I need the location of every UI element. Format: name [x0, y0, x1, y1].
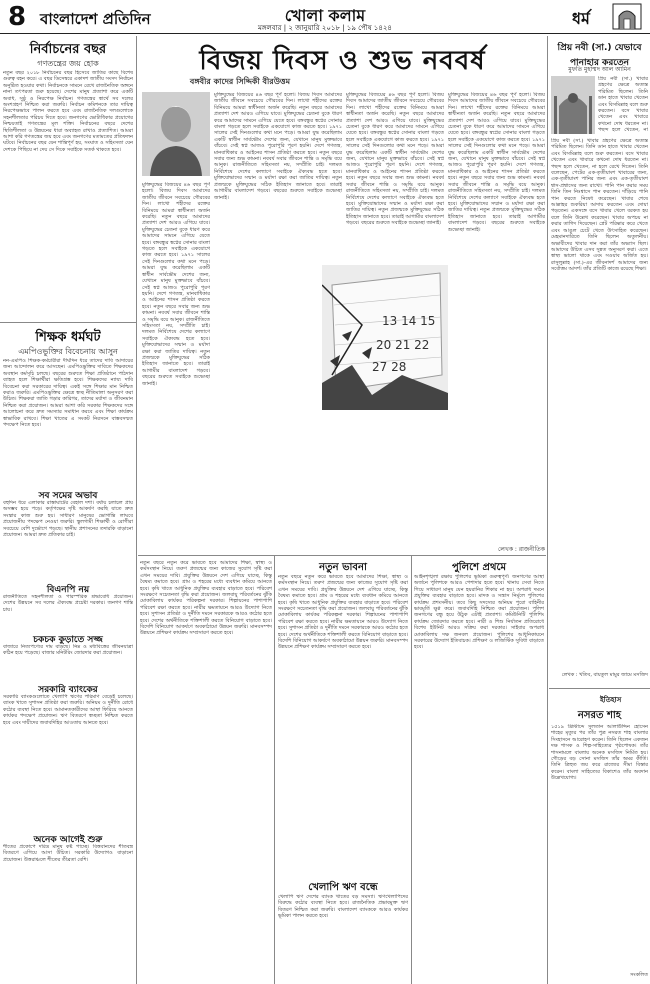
calendar-illustration: [322, 265, 448, 410]
new-thinking-body-cont: নতুন বছরে নতুন করে ভাবতে হবে আমাদের শিক্ষা, স্বাস্থ্য ও কর্মসংস্থান নিয়ে। তরুণ প্রজন্মের জন্য কাজের সুযোগ সৃষ্টি করা এখন সময়ের দাবি। প্রযুক্তির উন্নয়নে দেশ এগিয়ে যাচ্ছে, কিন্তু বৈষম্য কমাতে হবে। গ্রাম ও শহরের মধ্যে ব্যবধান কমিয়ে আনতে হবে। কৃষি খাতে আধুনিক প্রযুক্তির ব্যবহার বাড়াতে হবে। পরিবেশ সংরক্ষণে সচেতনতা বৃদ্ধি করা প্রয়োজন। জলবায়ু পরিবর্তনের ঝুঁকি মোকাবিলায় কার্যকর পরিকল্পনা দরকার। শিল্পায়নের পাশাপাশি পরিবেশ রক্ষা করতে হবে। নারীর ক্ষমতায়নে আরও উদ্যোগ নিতে হবে। সুশাসন প্রতিষ্ঠা ও দুর্নীতি দমনে সরকারকে আরও কঠোর হতে হবে। দেশের অর্থনীতিকে শক্তিশালী করতে বিনিয়োগ বাড়াতে হবে। বিদেশি বিনিয়োগ আকর্ষণে অবকাঠামো উন্নয়ন জরুরি। মানবসম্পদ উন্নয়নে প্রশিক্ষণ কার্যক্রম সম্প্রসারণ করতে হবে।: [278, 574, 408, 651]
page-number: 8: [8, 2, 27, 32]
dateline: মঙ্গলবার | ২ জানুয়ারি ২০১৮ | ১৯ পৌষ ১৪২৪: [258, 24, 392, 32]
svg-text:13 14 15: 13 14 15: [382, 314, 436, 328]
mosque-arch-icon: [612, 2, 642, 30]
election-body: নতুন বছর ২০১৮ নির্বাচনের বছর হিসেবে জাতির কাছে বিশেষ গুরুত্ব বহন করে। এ বছর ডিসেম্বরে একাদশ জাতীয় সংসদ নির্বাচন অনুষ্ঠিত হওয়ার কথা। নির্বাচনকে সামনে রেখে রাজনৈতিক অঙ্গনে নানা তৎপরতা শুরু হয়েছে। দেশের মানুষ প্রত্যাশা করে একটি অবাধ, সুষ্ঠু ও নিরপেক্ষ নির্বাচন। গণতন্ত্রের স্বার্থে সব দলের অংশগ্রহণ নিশ্চিত করা জরুরি। নির্বাচন কমিশনকে তার দায়িত্ব নিরপেক্ষভাবে পালন করতে হবে এবং রাজনৈতিক দলগুলোকে সহনশীলতার পরিচয় দিতে হবে। জনগণের ভোটাধিকার প্রয়োগের নিশ্চয়তাই গণতন্ত্রের মূল শক্তি। নির্বাচনের বছরে দেশের স্থিতিশীলতা ও উন্নয়নের ধারা অব্যাহত রাখাও প্রত্যাশিত। আমরা আশা করি গণতন্ত্রের জয় হবে এবং জনগণের মতামতের প্রতিফলন ঘটবে। নির্বাচনের বছর যেন শান্তিপূর্ণ হয়, সংঘাত ও সহিংসতা যেন দেশকে পিছিয়ে না দেয় সে দিকে সবাইকে সতর্ক থাকতে হবে।: [3, 70, 133, 153]
religion-photo: [551, 76, 595, 134]
paper-name: বাংলাদেশ প্রতিদিন: [40, 10, 151, 28]
column-divider: [136, 36, 137, 984]
mosque-photo: [551, 76, 595, 134]
new-thinking-headline: নতুন ভাবনা: [319, 562, 367, 573]
religion-byline: মুফতি মুহাম্মদ আল আমিন: [568, 66, 631, 73]
section-divider: [0, 322, 136, 323]
svg-text:27 28: 27 28: [372, 360, 407, 374]
letter-body: বাজারে নিত্যপণ্যের দাম বাড়ছে। নিম্ন ও মধ্যবিত্তের জীবনযাত্রা কঠিন হয়ে পড়েছে। বাজার মনিটরিং জোরদার করা প্রয়োজন।: [3, 644, 133, 657]
victory-author-note: লেখক : রাজনীতিক: [497, 546, 545, 553]
victory-body-cont: মুক্তিযুদ্ধের বিজয়ের ৪৬ বছর পূর্ণ হলো। বিজয় দিবস আমাদের জাতীয় জীবনে সবচেয়ে গৌরবের দিন। লাখো শহীদের রক্তের বিনিময়ে আমরা স্বাধীনতা অর্জন করেছি। নতুন বছরে আমাদের প্রত্যাশা দেশ আরও এগিয়ে যাবে। মুক্তিযুদ্ধের চেতনা বুকে ধারণ করে আমাদের সামনে এগিয়ে যেতে হবে। বঙ্গবন্ধুর স্বপ্নের সোনার বাংলা গড়তে হলে সবাইকে একযোগে কাজ করতে হবে। ১৯৭১ সালের সেই দিনগুলোর কথা মনে পড়ে। আমরা যুদ্ধ করেছিলাম একটি স্বাধীন সার্বভৌম দেশের জন্য, যেখানে মানুষ মুক্তভাবে বাঁচবে। সেই স্বপ্ন আজও পুরোপুরি পূরণ হয়নি। দেশে গণতন্ত্র, মানবাধিকার ও আইনের শাসন প্রতিষ্ঠা করতে হবে। নতুন বছরে সবার জন্য শুভ কামনা। নববর্ষ সবার জীবনে শান্তি ও সমৃদ্ধি বয়ে আনুক। রাজনীতিতে সহিংসতা নয়, সম্প্রীতি চাই। দলমত নির্বিশেষে দেশের কল্যাণে সবাইকে ঐক্যবদ্ধ হতে হবে। মুক্তিযোদ্ধাদের সম্মান ও মর্যাদা রক্ষা করা জাতির দায়িত্ব। নতুন প্রজন্মকে মুক্তিযুদ্ধের সঠিক ইতিহাস জানাতে হবে। তারাই আগামীর বাংলাদেশ গড়বে। বছরের শুরুতে সবাইকে শুভেচ্ছা জানাই।: [142, 182, 210, 387]
religion-headline: প্রিয় নবী (সা.) যেভাবে পানাহার করতেন: [557, 43, 642, 68]
default-loan-headline: খেলাপি ঋণ বন্ধে: [308, 882, 378, 893]
election-byline: গণতন্ত্রের জয় হোক: [37, 59, 99, 68]
victory-headline: বিজয় দিবস ও শুভ নববর্ষ: [199, 46, 486, 76]
letter-body: সরকারি ব্যাংকগুলোতে খেলাপি ঋণের পরিমাণ বেড়েই চলেছে। ব্যাংক খাতে সুশাসন প্রতিষ্ঠা করা জরুরি। অনিয়ম ও দুর্নীতি রোধে কঠোর ব্যবস্থা নিতে হবে। আমানতকারীদের আস্থা ফিরিয়ে আনতে কার্যকর পদক্ষেপ প্রয়োজন। ঋণ বিতরণে স্বচ্ছতা নিশ্চিত করতে হবে এবং দায়ীদের জবাবদিহির আওতায় আনতে হবে।: [3, 694, 133, 726]
letter-body: বহুদিন ধরে এলাকার রাস্তাঘাটের বেহাল দশা। বর্ষায় চলাচল প্রায় অসম্ভব হয়ে পড়ে। কর্তৃপক্ষের দৃষ্টি আকর্ষণ করছি যাতে দ্রুত সংস্কার কাজ শুরু হয়। সাধারণ মানুষের ভোগান্তি লাঘবে প্রয়োজনীয় পদক্ষেপ নেওয়া জরুরি। স্কুলগামী শিক্ষার্থী ও রোগীরা সবচেয়ে বেশি দুর্ভোগে পড়ছে। স্থানীয় প্রশাসনের তদারকি বাড়ানো প্রয়োজন। আমরা দ্রুত প্রতিকার চাই।: [3, 500, 133, 539]
letter-headline: সব সমের অভাব: [38, 491, 98, 501]
victory-byline: বঙ্গবীর কাদের সিদ্দিকী বীরউত্তম: [189, 77, 291, 86]
letter-headline: বিএনপি নয়: [46, 585, 90, 595]
column-divider: [547, 36, 548, 984]
teachers-body: নন-এমপিও শিক্ষক-কর্মচারীরা দীর্ঘদিন ধরে তাদের দাবি আদায়ের জন্য আন্দোলন করে আসছেন। এমপিওভুক্তির দাবিতে শিক্ষকদের অবস্থান কর্মসূচি চলছে। বছরের শুরুতে শিক্ষা প্রতিষ্ঠানে পাঠদান ব্যাহত হলে শিক্ষার্থীরা ক্ষতিগ্রস্ত হবে। শিক্ষকদের ন্যায্য দাবি বিবেচনা করা সরকারের দায়িত্ব। একই সঙ্গে শিক্ষার মান নিশ্চিত করাও জরুরি। এমপিওভুক্তির ক্ষেত্রে স্বচ্ছ নীতিমালা অনুসরণ করা উচিত। শিক্ষকরা জাতি গড়ার কারিগর, তাদের মর্যাদা ও জীবনমান নিশ্চিত করা প্রয়োজন। আমরা আশা করি সরকার শিক্ষকদের সঙ্গে আলোচনা করে দ্রুত সমস্যার সমাধান করবে এবং শিক্ষা কার্যক্রম স্বাভাবিক রাখবে। শিক্ষা খাতের এ সংকট নিরসনে বাস্তবসম্মত পদক্ষেপ নিতে হবে।: [3, 358, 133, 429]
teachers-byline: এমপিওভুক্তির বিবেচনায় আসুন: [18, 347, 118, 356]
calendar-collage: [322, 265, 448, 410]
section-divider: [549, 688, 650, 689]
letter-body: রাজনীতিতে সহনশীলতা ও পারস্পরিক শ্রদ্ধাবোধ প্রয়োজন। দেশের উন্নয়নে সব দলের ঐক্যবদ্ধ প্রচেষ্টা দরকার। জনগণ শান্তি চায়।: [3, 594, 133, 613]
teachers-headline: শিক্ষক ধর্মঘট: [35, 330, 101, 345]
letter-headline: অনেক আগেই শুরু: [33, 835, 103, 845]
new-thinking-body: নতুন বছরে নতুন করে ভাবতে হবে আমাদের শিক্ষা, স্বাস্থ্য ও কর্মসংস্থান নিয়ে। তরুণ প্রজন্মের জন্য কাজের সুযোগ সৃষ্টি করা এখন সময়ের দাবি। প্রযুক্তির উন্নয়নে দেশ এগিয়ে যাচ্ছে, কিন্তু বৈষম্য কমাতে হবে। গ্রাম ও শহরের মধ্যে ব্যবধান কমিয়ে আনতে হবে। কৃষি খাতে আধুনিক প্রযুক্তির ব্যবহার বাড়াতে হবে। পরিবেশ সংরক্ষণে সচেতনতা বৃদ্ধি করা প্রয়োজন। জলবায়ু পরিবর্তনের ঝুঁকি মোকাবিলায় কার্যকর পরিকল্পনা দরকার। শিল্পায়নের পাশাপাশি পরিবেশ রক্ষা করতে হবে। নারীর ক্ষমতায়নে আরও উদ্যোগ নিতে হবে। সুশাসন প্রতিষ্ঠা ও দুর্নীতি দমনে সরকারকে আরও কঠোর হতে হবে। দেশের অর্থনীতিকে শক্তিশালী করতে বিনিয়োগ বাড়াতে হবে। বিদেশি বিনিয়োগ আকর্ষণে অবকাঠামো উন্নয়ন জরুরি। মানবসম্পদ উন্নয়নে প্রশিক্ষণ কার্যক্রম সম্প্রসারণ করতে হবে।: [140, 560, 272, 637]
religion-body: প্রিয় নবী (সা.) খাবার গ্রহণের ক্ষেত্রে অত্যন্ত পরিমিত ছিলেন। তিনি ডান হাতে খাবার খেতেন এবং বিসমিল্লাহ বলে শুরু করতেন। বসে খাবার খেতেন এবং খাবারে কখনো দোষ ধরতেন না। পছন্দ হলে খেতেন, না: [598, 76, 648, 134]
section-divider: [138, 555, 546, 556]
section-name: ধর্ম: [572, 9, 590, 28]
victory-body: মুক্তিযুদ্ধের বিজয়ের ৪৬ বছর পূর্ণ হলো। বিজয় দিবস আমাদের জাতীয় জীবনে সবচেয়ে গৌরবের দিন। লাখো শহীদের রক্তের বিনিময়ে আমরা স্বাধীনতা অর্জন করেছি। নতুন বছরে আমাদের প্রত্যাশা দেশ আরও এগিয়ে যাবে। মুক্তিযুদ্ধের চেতনা বুকে ধারণ করে আমাদের সামনে এগিয়ে যেতে হবে। বঙ্গবন্ধুর স্বপ্নের সোনার বাংলা গড়তে হলে সবাইকে একযোগে কাজ করতে হবে। ১৯৭১ সালের সেই দিনগুলোর কথা মনে পড়ে। আমরা যুদ্ধ করেছিলাম একটি স্বাধীন সার্বভৌম দেশের জন্য, যেখানে মানুষ মুক্তভাবে বাঁচবে। সেই স্বপ্ন আজও পুরোপুরি পূরণ হয়নি। দেশে গণতন্ত্র, মানবাধিকার ও আইনের শাসন প্রতিষ্ঠা করতে হবে। নতুন বছরে সবার জন্য শুভ কামনা। নববর্ষ সবার জীবনে শান্তি ও সমৃদ্ধি বয়ে আনুক। রাজনীতিতে সহিংসতা নয়, সম্প্রীতি চাই। দলমত নির্বিশেষে দেশের কল্যাণে সবাইকে ঐক্যবদ্ধ হতে হবে। মুক্তিযোদ্ধাদের সম্মান ও মর্যাদা রক্ষা করা জাতির দায়িত্ব। নতুন প্রজন্মকে মুক্তিযুদ্ধের সঠিক ইতিহাস জানাতে হবে। তারাই আগামীর বাংলাদেশ গড়বে। বছরের শুরুতে সবাইকে শুভেচ্ছা জানাই।: [214, 92, 342, 201]
religion-body-cont: প্রিয় নবী (সা.) খাবার গ্রহণের ক্ষেত্রে অত্যন্ত পরিমিত ছিলেন। তিনি ডান হাতে খাবার খেতেন এবং বিসমিল্লাহ বলে শুরু করতেন। বসে খাবার খেতেন এবং খাবারে কখনো দোষ ধরতেন না। পছন্দ হলে খেতেন, না হলে রেখে দিতেন। তিনি বলেছেন, পেটের এক-তৃতীয়াংশ খাবারের জন্য, এক-তৃতীয়াংশ পানির জন্য এবং এক-তৃতীয়াংশ শ্বাস-প্রশ্বাসের জন্য রাখো। পানি পান করার সময় তিনি তিন নিঃশ্বাসে পান করতেন। দাঁড়িয়ে পানি পান করতে নিষেধ করেছেন। খাবার শেষে আল্লাহর শুকরিয়া আদায় করতেন এবং দোয়া পড়তেন। একসঙ্গে বসে খাবার খেলে বরকত হয় বলে তিনি উল্লেখ করেছেন। খাবার অপচয় না করার তাগিদ দিয়েছেন। প্লেট পরিষ্কার করে খেতে এবং আঙুল চেটে খেতে উৎসাহিত করেছেন। মেহমানদারিতে তিনি ছিলেন অতুলনীয়। অভাবীদের খাবার দান করা তাঁর অভ্যাস ছিল। আমাদের উচিত এসব সুন্নত অনুসরণ করা। এতে স্বাস্থ্য ভালো থাকে এবং সওয়াব অর্জিত হয়। রাসুলুল্লাহ (সা.)-এর জীবনাদর্শ আমাদের জন্য সর্বোত্তম আদর্শ। তাঁর প্রতিটি কাজে রয়েছে শিক্ষা।: [551, 138, 648, 273]
history-body: ১৫১৯ খ্রিস্টাব্দে সুলতান আলাউদ্দিন হোসেন শাহের মৃত্যুর পর তাঁর পুত্র নসরত শাহ বাংলার সিংহাসনে আরোহণ করেন। তিনি ছিলেন একজন দক্ষ শাসক ও শিল্প-সাহিত্যের পৃষ্ঠপোষক। তাঁর শাসনামলে বাংলায় অনেক মসজিদ নির্মিত হয়। গৌড়ের বড় সোনা মসজিদ তাঁর অমর কীর্তি। তিনি ত্রিহুত জয় করে রাজ্যের সীমা বিস্তার করেন। বাংলা সাহিত্যের বিকাশেও তাঁর অবদান উল্লেখযোগ্য।: [551, 724, 648, 782]
letter-body: শীতের প্রকোপে দরিদ্র মানুষ কষ্ট পাচ্ছে। বিত্তবানদের শীতবস্ত্র বিতরণে এগিয়ে আসা উচিত। সরকারি উদ্যোগও বাড়ানো প্রয়োজন। উত্তরাঞ্চলে শীতের তীব্রতা বেশি।: [3, 844, 133, 863]
letter-headline: চকচক কুড়াতে সজ্জ: [33, 635, 103, 645]
victory-body-cont: মুক্তিযুদ্ধের বিজয়ের ৪৬ বছর পূর্ণ হলো। বিজয় দিবস আমাদের জাতীয় জীবনে সবচেয়ে গৌরবের দিন। লাখো শহীদের রক্তের বিনিময়ে আমরা স্বাধীনতা অর্জন করেছি। নতুন বছরে আমাদের প্রত্যাশা দেশ আরও এগিয়ে যাবে। মুক্তিযুদ্ধের চেতনা বুকে ধারণ করে আমাদের সামনে এগিয়ে যেতে হবে। বঙ্গবন্ধুর স্বপ্নের সোনার বাংলা গড়তে হলে সবাইকে একযোগে কাজ করতে হবে। ১৯৭১ সালের সেই দিনগুলোর কথা মনে পড়ে। আমরা যুদ্ধ করেছিলাম একটি স্বাধীন সার্বভৌম দেশের জন্য, যেখানে মানুষ মুক্তভাবে বাঁচবে। সেই স্বপ্ন আজও পুরোপুরি পূরণ হয়নি। দেশে গণতন্ত্র, মানবাধিকার ও আইনের শাসন প্রতিষ্ঠা করতে হবে। নতুন বছরে সবার জন্য শুভ কামনা। নববর্ষ সবার জীবনে শান্তি ও সমৃদ্ধি বয়ে আনুক। রাজনীতিতে সহিংসতা নয়, সম্প্রীতি চাই। দলমত নির্বিশেষে দেশের কল্যাণে সবাইকে ঐক্যবদ্ধ হতে হবে। মুক্তিযোদ্ধাদের সম্মান ও মর্যাদা রক্ষা করা জাতির দায়িত্ব। নতুন প্রজন্মকে মুক্তিযুদ্ধের সঠিক ইতিহাস জানাতে হবে। তারাই আগামীর বাংলাদেশ গড়বে। বছরের শুরুতে সবাইকে শুভেচ্ছা জানাই।: [448, 92, 545, 233]
column-divider: [411, 556, 412, 984]
police-headline: পুলিশে প্রথমে: [451, 562, 507, 573]
masthead: [0, 0, 650, 34]
history-author-note: সংকলিত: [630, 972, 648, 978]
election-headline: নির্বাচনের বছর: [29, 42, 107, 57]
default-loan-body: খেলাপি ঋণ দেশের ব্যাংক খাতের বড় সমস্যা। ঋণখেলাপিদের বিরুদ্ধে কঠোর ব্যবস্থা নিতে হবে। রাজনৈতিক প্রভাবমুক্ত ঋণ বিতরণ নিশ্চিত করা জরুরি। বাংলাদেশ ব্যাংককে আরও কার্যকর ভূমিকা পালন করতে হবে।: [278, 894, 408, 920]
letter-headline: সরকারি ব্যাংকের: [38, 685, 98, 695]
column-divider: [274, 556, 275, 984]
victory-body-cont: মুক্তিযুদ্ধের বিজয়ের ৪৬ বছর পূর্ণ হলো। বিজয় দিবস আমাদের জাতীয় জীবনে সবচেয়ে গৌরবের দিন। লাখো শহীদের রক্তের বিনিময়ে আমরা স্বাধীনতা অর্জন করেছি। নতুন বছরে আমাদের প্রত্যাশা দেশ আরও এগিয়ে যাবে। মুক্তিযুদ্ধের চেতনা বুকে ধারণ করে আমাদের সামনে এগিয়ে যেতে হবে। বঙ্গবন্ধুর স্বপ্নের সোনার বাংলা গড়তে হলে সবাইকে একযোগে কাজ করতে হবে। ১৯৭১ সালের সেই দিনগুলোর কথা মনে পড়ে। আমরা যুদ্ধ করেছিলাম একটি স্বাধীন সার্বভৌম দেশের জন্য, যেখানে মানুষ মুক্তভাবে বাঁচবে। সেই স্বপ্ন আজও পুরোপুরি পূরণ হয়নি। দেশে গণতন্ত্র, মানবাধিকার ও আইনের শাসন প্রতিষ্ঠা করতে হবে। নতুন বছরে সবার জন্য শুভ কামনা। নববর্ষ সবার জীবনে শান্তি ও সমৃদ্ধি বয়ে আনুক। রাজনীতিতে সহিংসতা নয়, সম্প্রীতি চাই। দলমত নির্বিশেষে দেশের কল্যাণে সবাইকে ঐক্যবদ্ধ হতে হবে। মুক্তিযোদ্ধাদের সম্মান ও মর্যাদা রক্ষা করা জাতির দায়িত্ব। নতুন প্রজন্মকে মুক্তিযুদ্ধের সঠিক ইতিহাস জানাতে হবে। তারাই আগামীর বাংলাদেশ গড়বে। বছরের শুরুতে সবাইকে শুভেচ্ছা জানাই।: [346, 92, 444, 227]
portrait-photo: [142, 92, 210, 176]
author-photo: [142, 92, 210, 176]
history-headline: নসরত শাহ: [577, 710, 622, 721]
svg-text:20 21 22: 20 21 22: [376, 338, 430, 352]
column-name: খোলা কলাম: [284, 6, 366, 25]
religion-author-note: লেখক : খতিব, বায়তুল মামুর জামে মসজিদ: [561, 672, 648, 678]
history-label: ইতিহাস: [600, 696, 622, 704]
police-body: আইনশৃঙ্খলা রক্ষায় পুলিশের ভূমিকা গুরুত্বপূর্ণ। জনগণের আস্থা অর্জনে পুলিশকে আরও পেশাদার হতে হবে। থানায় সেবা নিতে গিয়ে সাধারণ মানুষ যেন হয়রানির শিকার না হয়। অপরাধ দমনে প্রযুক্তির ব্যবহার বাড়াতে হবে। মাদক ও সন্ত্রাস নির্মূলে পুলিশের কার্যক্রম প্রশংসনীয়। তবে কিছু সদস্যের অনিয়ম পুরো বাহিনীর ভাবমূর্তি ক্ষুণ্ণ করে। জবাবদিহি নিশ্চিত করা প্রয়োজন। পুলিশ জনগণের বন্ধু হয়ে উঠুক এটাই প্রত্যাশা। কমিউনিটি পুলিশিং কার্যক্রম জোরদার করতে হবে। নারী ও শিশু নির্যাতন প্রতিরোধে বিশেষ ইউনিট আরও সক্রিয় করা দরকার। সাইবার অপরাধ মোকাবিলায় দক্ষ জনবল প্রয়োজন। পুলিশের আধুনিকায়নে সরকারের উদ্যোগ ইতিবাচক। প্রশিক্ষণ ও লজিস্টিক সুবিধা বাড়াতে হবে।: [414, 574, 544, 651]
